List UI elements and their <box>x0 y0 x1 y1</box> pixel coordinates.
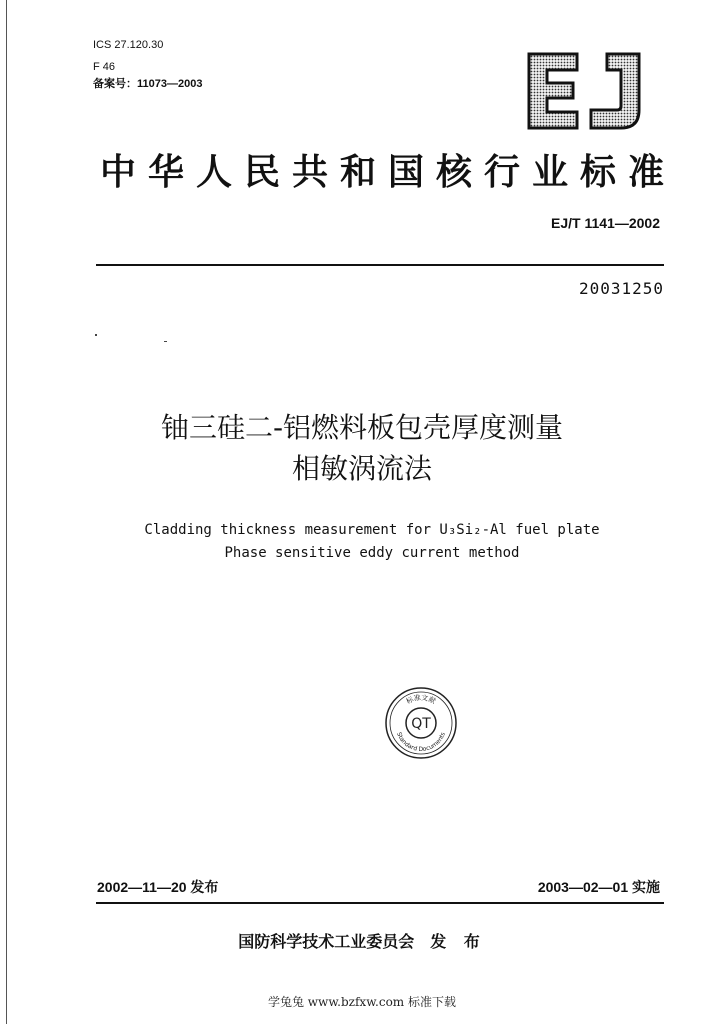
ics-code: ICS 27.120.30 <box>93 39 164 51</box>
stamped-number: 20031250 <box>578 279 664 298</box>
library-seal-stamp <box>384 686 458 760</box>
issue-date: 2002—11—20 发布 <box>97 879 219 895</box>
document-title-en-line2: Phase sensitive eddy current method <box>224 545 520 561</box>
header-divider <box>96 264 664 266</box>
document-title-cn-line1: 铀三硅二-铝燃料板包壳厚度测量 <box>160 411 564 444</box>
registration-number: 备案号：11073—2003 <box>93 78 203 90</box>
standard-category-title: 中华人民共和国核行业标准 <box>100 152 677 193</box>
scan-edge-line <box>6 0 7 1024</box>
standard-code: EJ/T 1141—2002 <box>551 215 660 231</box>
publisher-name: 国防科学技术工业委员会 <box>238 932 415 951</box>
scan-speck <box>164 341 167 342</box>
ej-logo <box>527 52 642 130</box>
seal-ring-top: 标准文献 <box>405 693 437 706</box>
publisher-line <box>0 929 724 952</box>
site-watermark[interactable]: 学兔兔 www.bzfxw.com 标准下载 <box>267 995 457 1009</box>
scan-speck <box>95 334 97 336</box>
document-title-en-line1: Cladding thickness measurement for U₃Si₂-Al fuel plate <box>144 522 600 538</box>
publisher-verb: 发 布 <box>430 932 486 951</box>
seal-center-text: QT <box>411 716 431 732</box>
footer-divider <box>96 902 664 904</box>
document-title-cn-line2: 相敏涡流法 <box>291 452 432 485</box>
ccs-code: F 46 <box>93 61 116 73</box>
implementation-date: 2003—02—01 实施 <box>537 879 660 895</box>
seal-ring-bottom: Standard Documents <box>395 731 447 754</box>
